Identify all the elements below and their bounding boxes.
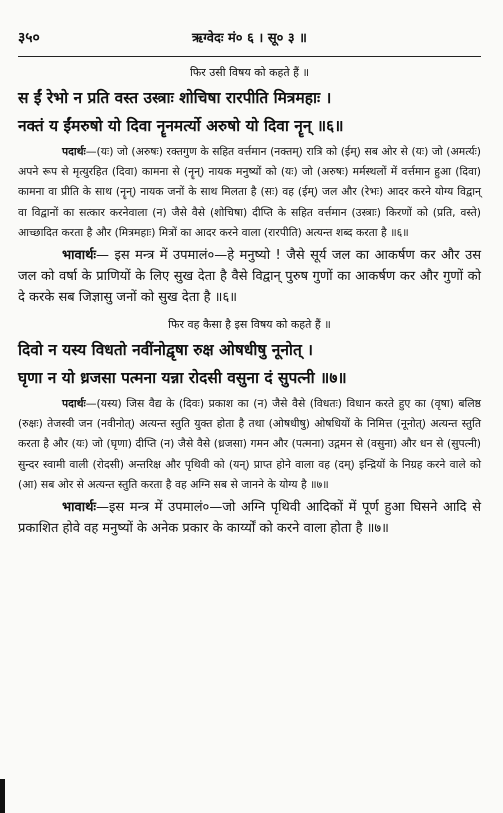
scan-edge-mark [0,779,5,813]
section-intro: फिर उसी विषय को कहते हैं ॥ [189,66,310,79]
bhavartha-paragraph [18,497,481,539]
padartha-text: —(यस्य) जिस वैद्य के (दिवः) प्रकाश का (न) जैसे वैसे (विधतः) विधान करते हुए का (वृषा) बलिष्ठ (रुक्षः) तेजस्वी जन (नवीनोत्) अत्यन्त स्तुति युक्त होता है तथा (ओषधीषु) ओषधियों के निमित्त (नूनोत्) अत्यन्त स्तुति करता है और (यः) जो (घृणा) दीप्ति (न) जैसे वैसे (ध्रजसा) गमन और (पत्मना) उद्गमन से (वसुना) और धन से (सुपत्नी) सुन्दर स्वामी वाली (रोदसी) अन्तरिक्ष और पृथिवी को (यन्) प्राप्त होने वाला वह (दम्) इन्द्रियों के निग्रह करने वाले को (आ) सब ओर से अत्यन्त स्तुति करता है वह अग्नि सब से जानने के योग्य है ॥७॥ [18,397,481,491]
padartha-paragraph [18,142,481,243]
section-mantra-7 [18,317,481,539]
bhavartha-label: भावार्थः [62,248,97,264]
bhavartha-paragraph [18,245,481,308]
page-header [18,28,481,50]
mantra-line: घृणा न यो ध्रजसा पत्मना यन्ना रोदसी वसुना दं सुपत्नी ॥७॥ [18,369,347,388]
padartha-paragraph [18,394,481,495]
bhavartha-text: — इस मन्त्र में उपमालं०—हे मनुष्यो ! जैसे सूर्य जल का आकर्षण कर और उस जल को वर्षा के प्राणियों के लिए सुख देता है वैसे विद्वान् पुरुष गुणों का आकर्षण कर और गुणों को दे करके सब जिज्ञासु जनों को सुख देता है ॥६॥ [18,248,481,306]
page-number: ३५० [18,30,40,46]
section-intro: फिर वह कैसा है इस विषय को कहते हैं ॥ [168,318,331,332]
running-title: ऋग्वेदः मं० ६ । सू० ३ ॥ [192,31,307,46]
bhavartha-text: —इस मन्त्र में उपमालं०—जो अग्नि पृथिवी आदिकों में पूर्ण हुआ घिसने आदि से प्रकाशित होवे वह मनुष्यों के अनेक प्रकार के कार्य्यों को करने वाला होता है ॥७॥ [18,500,481,537]
mantra-line: दिवो न यस्य विधतो नवींनोद्वृषा रुक्ष ओषधीषु नूनोत् । [18,341,314,360]
bhavartha-label: भावार्थः [62,500,97,516]
section-mantra-6 [18,65,481,308]
padartha-label: पदार्थः [62,145,86,158]
padartha-text: —(यः) जो (अरुषः) रक्तगुण के सहित वर्त्तमान (नक्तम्) रात्रि को (ईम्) सब ओर से (यः) जो (अमर्त्यः) अपने रूप से मृत्युरहित (दिवा) कामना से (नॄन्) नायक मनुष्यों को (यः) जो (अरुषः) मर्मस्थलों में वर्त्तमान हुआ (दिवा) कामना वा प्रीति के साथ (नॄन्) नायक जनों के साथ मिलता है (सः) वह (ईम्) जल और (रेभः) आदर करने योग्य विद्वान् वा विद्वानों का सत्कार करनेवाला (न) जैसे वैसे (शोचिषा) दीप्ति के सहित वर्त्तमान (उस्त्राः) किरणों को (प्रति, वस्ते) आच्छादित करता है और (मित्रमहाः) मित्रों का आदर करने वाला (रारपीति) अत्यन्त शब्द करता है ॥६॥ [18,145,481,239]
padartha-label: पदार्थः [62,397,86,411]
mantra-line: स ईं रेभो न प्रति वस्त उस्त्राः शोचिषा रारपीति मित्रमहाः । [18,89,332,107]
mantra-line: नक्तं य ईंमरुषो यो दिवा नॄनमर्त्यो अरुषो यो दिवा नॄन् ॥६॥ [18,117,344,135]
header-rule [18,56,481,57]
